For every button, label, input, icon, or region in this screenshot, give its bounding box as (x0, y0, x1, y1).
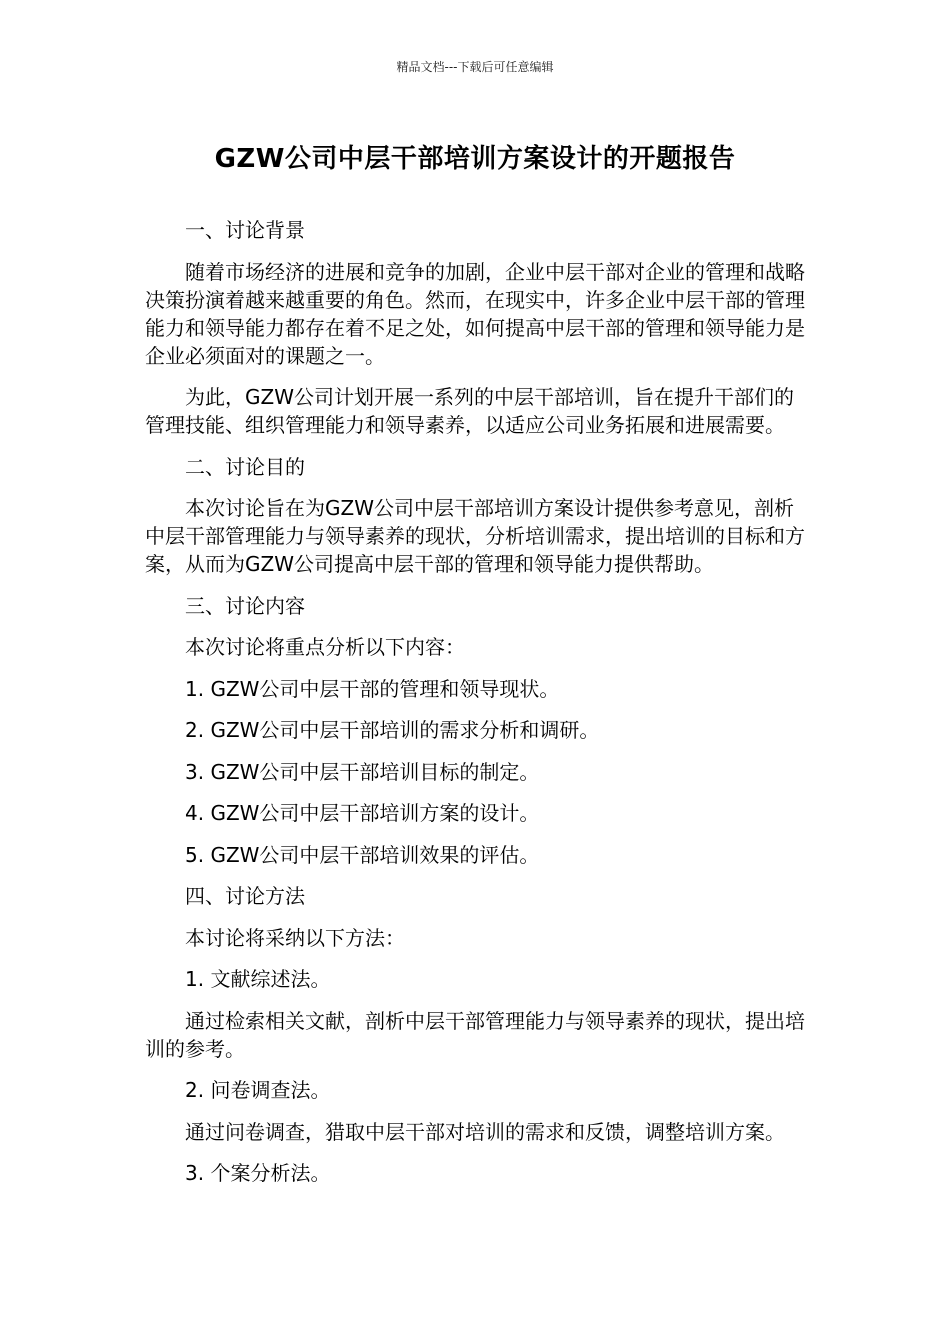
list-item: 4. GZW公司中层干部培训方案的设计。 (185, 801, 540, 825)
paragraph-method-survey: 通过问卷调查，猎取中层干部对培训的需求和反馈，调整培训方案。 (185, 1119, 785, 1144)
method-item: 3. 个案分析法。 (185, 1161, 331, 1185)
method-item: 2. 问卷调查法。 (185, 1078, 331, 1102)
paragraph-purpose: 本次讨论旨在为GZW公司中层干部培训方案设计提供参考意见，剖析中层干部管理能力与领导素养的现状，分析培训需求，提出培训的目标和方案，从而为GZW公司提高中层干部的管理和领导能力提供帮助。 (145, 496, 805, 576)
list-item: 1. GZW公司中层干部的管理和领导现状。 (185, 676, 560, 701)
paragraph-background: 随着市场经济的进展和竞争的加剧，企业中层干部对企业的管理和战略决策扮演着越来越重要的角色。然而，在现实中，许多企业中层干部的管理能力和领导能力都存在着不足之处，如何提高中层干部的管理和领导能力是企业必须面对的课题之一。 (145, 259, 805, 368)
section-heading-method: 四、讨论方法 (185, 884, 305, 908)
document-title: GZW公司中层干部培训方案设计的开题报告 (214, 144, 736, 174)
section-heading-background: 一、讨论背景 (185, 218, 305, 242)
method-item: 1. 文献综述法。 (185, 967, 331, 991)
paragraph-method-intro: 本讨论将采纳以下方法： (185, 925, 405, 950)
list-item: 2. GZW公司中层干部培训的需求分析和调研。 (185, 718, 600, 742)
paragraph-content-intro: 本次讨论将重点分析以下内容： (185, 635, 465, 659)
list-item: 5. GZW公司中层干部培训效果的评估。 (185, 842, 540, 867)
section-heading-purpose: 二、讨论目的 (185, 454, 305, 479)
paragraph-method-literature: 通过检索相关文献，剖析中层干部管理能力与领导素养的现状，提出培训的参考。 (145, 1008, 805, 1061)
list-item: 3. GZW公司中层干部培训目标的制定。 (185, 759, 540, 784)
document-body (145, 216, 813, 1201)
section-heading-content: 三、讨论内容 (185, 593, 305, 618)
paragraph-training-plan: 为此，GZW公司计划开展一系列的中层干部培训，旨在提升干部们的管理技能、组织管理能力和领导素养，以适应公司业务拓展和进展需要。 (145, 385, 794, 437)
header-note: 精品文档---下载后可任意编辑 (396, 60, 554, 74)
